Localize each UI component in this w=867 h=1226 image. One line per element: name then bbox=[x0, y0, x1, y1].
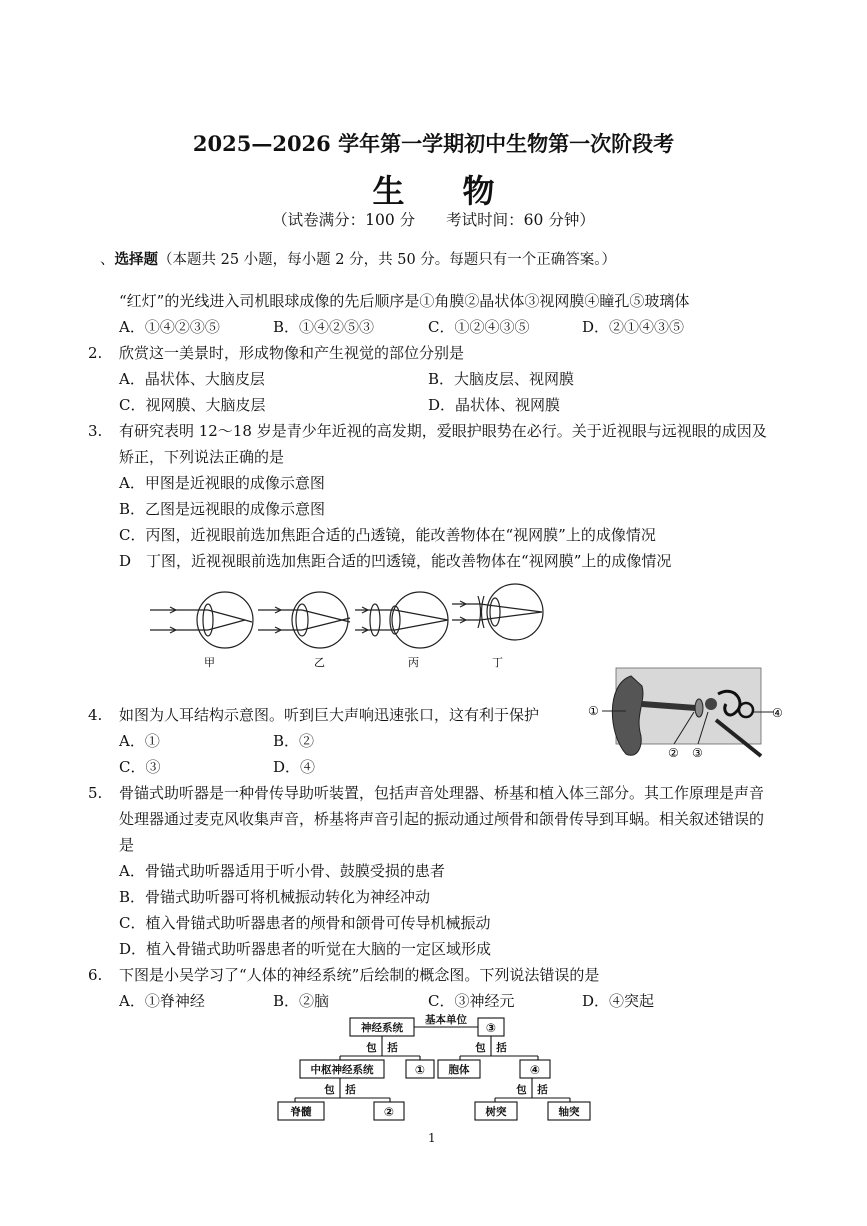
fig-label-ding: 丁 bbox=[492, 656, 503, 669]
q4-number: 4. bbox=[88, 706, 103, 724]
q4-option-c: C．③ bbox=[119, 758, 161, 776]
q1-option-c: C．①②④③⑤ bbox=[428, 318, 530, 336]
q5-option-d: D．植入骨锚式助听器患者的听觉在大脑的一定区域形成 bbox=[119, 940, 492, 958]
q5-option-c: C．植入骨锚式助听器患者的颅骨和颌骨可传导机械振动 bbox=[119, 914, 491, 932]
eye-diagram-jia bbox=[150, 592, 253, 648]
map-node-cns: 中枢神经系统 bbox=[310, 1064, 374, 1076]
ear-label-2: ② bbox=[668, 746, 679, 760]
q4-option-d: D．④ bbox=[273, 758, 316, 776]
map-node-axon: 轴突 bbox=[558, 1106, 580, 1118]
q5-stem-line2: 处理器通过麦克风收集声音，桥基将声音引起的振动通过颅骨和颌骨传导到耳蜗。相关叙述错误的 bbox=[119, 810, 765, 828]
q4-option-b: B．② bbox=[273, 732, 315, 750]
q6-option-c: C．③神经元 bbox=[428, 992, 515, 1010]
q2-stem: 欣赏这一美景时，形成物像和产生视觉的部位分别是 bbox=[119, 344, 465, 362]
q2-number: 2. bbox=[88, 344, 103, 362]
fig-label-bing: 丙 bbox=[408, 656, 419, 669]
map-node-3: ③ bbox=[485, 1021, 497, 1035]
map-node-2: ② bbox=[383, 1105, 395, 1119]
q1-option-d: D．②①④③⑤ bbox=[582, 318, 685, 336]
q6-option-a: A．①脊神经 bbox=[119, 992, 205, 1010]
q3-number: 3. bbox=[88, 422, 103, 440]
fig-label-jia: 甲 bbox=[204, 656, 215, 669]
q5-number: 5. bbox=[88, 784, 103, 802]
q6-number: 6. bbox=[88, 966, 103, 984]
q5-stem-line3: 是 bbox=[119, 836, 135, 854]
section-desc: （本题共 25 小题，每小题 2 分，共 50 分。每题只有一个正确答案。） bbox=[158, 252, 617, 268]
ear-structure-figure bbox=[586, 664, 786, 764]
ear-label-3: ③ bbox=[692, 746, 703, 760]
q3-stem-line2: 矫正，下列说法正确的是 bbox=[119, 448, 285, 466]
eye-diagrams-figure bbox=[140, 582, 560, 672]
map-node-dendrite: 树突 bbox=[485, 1106, 507, 1118]
q2-option-c: C．视网膜、大脑皮层 bbox=[119, 396, 266, 414]
exam-meta: （试卷满分：100 分 考试时间：60 分钟） bbox=[272, 211, 595, 229]
q1-option-a: A．①④②③⑤ bbox=[119, 318, 220, 336]
q6-option-b: B．②脑 bbox=[273, 992, 330, 1010]
q3-stem-line1: 有研究表明 12～18 岁是青少年近视的高发期，爱眼护眼势在必行。关于近视眼与远视眼的成因及 bbox=[119, 422, 767, 440]
q1-option-b: B．①④②⑤③ bbox=[273, 318, 375, 336]
eye-diagram-yi bbox=[258, 592, 350, 648]
q5-option-b: B．骨锚式助听器可将机械振动转化为神经冲动 bbox=[119, 888, 431, 906]
section-number: 、 bbox=[100, 252, 115, 268]
exam-title: 2025—2026 学年第一学期初中生物第一次阶段考 bbox=[192, 131, 675, 156]
map-label-includes-4: 包 括 bbox=[516, 1084, 548, 1096]
q2-option-b: B．大脑皮层、视网膜 bbox=[428, 370, 575, 388]
q5-stem-line1: 骨锚式助听器是一种骨传导助听装置，包括声音处理器、桥基和植入体三部分。其工作原理是声音 bbox=[119, 784, 765, 802]
map-node-spinal-cord: 脊髓 bbox=[290, 1106, 312, 1118]
map-label-includes-3: 包 括 bbox=[324, 1084, 356, 1096]
eye-diagram-bing bbox=[355, 592, 448, 648]
map-label-basic-unit: 基本单位 bbox=[425, 1014, 467, 1026]
nervous-system-concept-map bbox=[270, 1012, 600, 1128]
map-node-nervous-system: 神经系统 bbox=[361, 1022, 403, 1034]
q6-option-d: D．④突起 bbox=[582, 992, 655, 1010]
subject-title: 生物 bbox=[372, 172, 553, 210]
ear-label-4: ④ bbox=[772, 706, 783, 720]
q5-option-a: A．骨锚式助听器适用于听小骨、鼓膜受损的患者 bbox=[119, 862, 445, 880]
map-node-1: ① bbox=[414, 1063, 426, 1077]
map-node-4: ④ bbox=[529, 1063, 541, 1077]
q1-stem: “红灯”的光线进入司机眼球成像的先后顺序是①角膜②晶状体③视网膜④瞳孔⑤玻璃体 bbox=[119, 292, 690, 310]
page-number: 1 bbox=[428, 1131, 436, 1145]
fig-label-yi: 乙 bbox=[314, 656, 325, 669]
q3-option-d: D 丁图，近视视眼前选加焦距合适的凹透镜，能改善物体在“视网膜”上的成像情况 bbox=[119, 552, 672, 570]
section-header bbox=[100, 250, 616, 270]
q4-stem: 如图为人耳结构示意图。听到巨大声响迅速张口，这有利于保护 bbox=[119, 706, 540, 724]
q3-option-a: A．甲图是近视眼的成像示意图 bbox=[119, 474, 325, 492]
map-label-includes-2: 包 括 bbox=[475, 1042, 507, 1054]
ear-label-1: ① bbox=[588, 704, 599, 718]
map-node-cell-body: 胞体 bbox=[448, 1064, 470, 1076]
map-label-includes-1: 包 括 bbox=[366, 1042, 398, 1054]
q2-option-a: A．晶状体、大脑皮层 bbox=[119, 370, 265, 388]
eye-diagram-ding bbox=[452, 584, 543, 640]
q4-option-a: A．① bbox=[119, 732, 160, 750]
q2-option-d: D．晶状体、视网膜 bbox=[428, 396, 561, 414]
q3-option-c: C．丙图，近视眼前选加焦距合适的凸透镜，能改善物体在“视网膜”上的成像情况 bbox=[119, 526, 656, 544]
section-label: 选择题 bbox=[114, 251, 158, 268]
q6-stem: 下图是小吴学习了“人体的神经系统”后绘制的概念图。下列说法错误的是 bbox=[119, 966, 600, 984]
q3-option-b: B．乙图是远视眼的成像示意图 bbox=[119, 500, 326, 518]
